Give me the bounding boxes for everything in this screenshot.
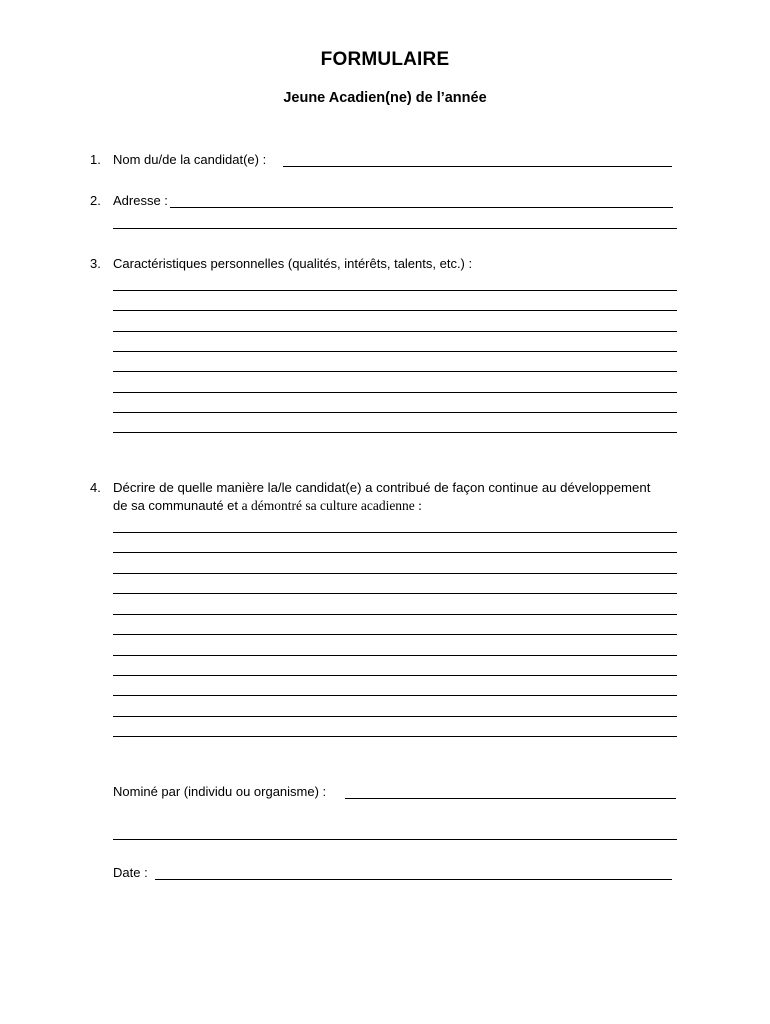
nominated-by-field-line-2[interactable] <box>113 839 677 840</box>
question-4-label-line-2 <box>113 498 422 514</box>
contribution-line-2[interactable] <box>113 552 677 553</box>
contribution-line-7[interactable] <box>113 655 677 656</box>
characteristics-line-7[interactable] <box>113 412 677 413</box>
characteristics-line-6[interactable] <box>113 392 677 393</box>
question-3-number: 3. <box>90 256 101 271</box>
question-4-label-line-2a: de sa communauté et <box>113 498 242 513</box>
question-1-number: 1. <box>90 152 101 167</box>
question-3-label: Caractéristiques personnelles (qualités, intérêts, talents, etc.) : <box>113 256 473 271</box>
question-2-label: Adresse : <box>113 193 168 208</box>
date-label: Date : <box>113 865 148 880</box>
address-field-line-2[interactable] <box>113 228 677 229</box>
date-field[interactable] <box>155 879 672 880</box>
question-2-number: 2. <box>90 193 101 208</box>
nominated-by-field-line-1[interactable] <box>345 798 676 799</box>
question-4-label-line-1: Décrire de quelle manière la/le candidat(e) a contribué de façon continue au développement <box>113 480 651 495</box>
question-1-label: Nom du/de la candidat(e) : <box>113 152 267 167</box>
characteristics-line-4[interactable] <box>113 351 677 352</box>
contribution-line-11[interactable] <box>113 736 677 737</box>
contribution-line-1[interactable] <box>113 532 677 533</box>
contribution-line-3[interactable] <box>113 573 677 574</box>
contribution-line-6[interactable] <box>113 634 677 635</box>
candidate-name-field[interactable] <box>283 166 672 167</box>
question-4-number: 4. <box>90 480 101 495</box>
characteristics-line-3[interactable] <box>113 331 677 332</box>
characteristics-line-1[interactable] <box>113 290 677 291</box>
form-title: FORMULAIRE <box>320 49 450 70</box>
contribution-line-8[interactable] <box>113 675 677 676</box>
characteristics-line-8[interactable] <box>113 432 677 433</box>
nominated-by-label: Nominé par (individu ou organisme) : <box>113 784 327 799</box>
contribution-line-5[interactable] <box>113 614 677 615</box>
form-subtitle: Jeune Acadien(ne) de l’année <box>283 90 487 106</box>
characteristics-line-2[interactable] <box>113 310 677 311</box>
characteristics-line-5[interactable] <box>113 371 677 372</box>
contribution-line-9[interactable] <box>113 695 677 696</box>
question-4-label-line-2b: a démontré sa culture acadienne : <box>241 498 422 513</box>
address-field-line-1[interactable] <box>170 207 673 208</box>
contribution-line-4[interactable] <box>113 593 677 594</box>
contribution-line-10[interactable] <box>113 716 677 717</box>
